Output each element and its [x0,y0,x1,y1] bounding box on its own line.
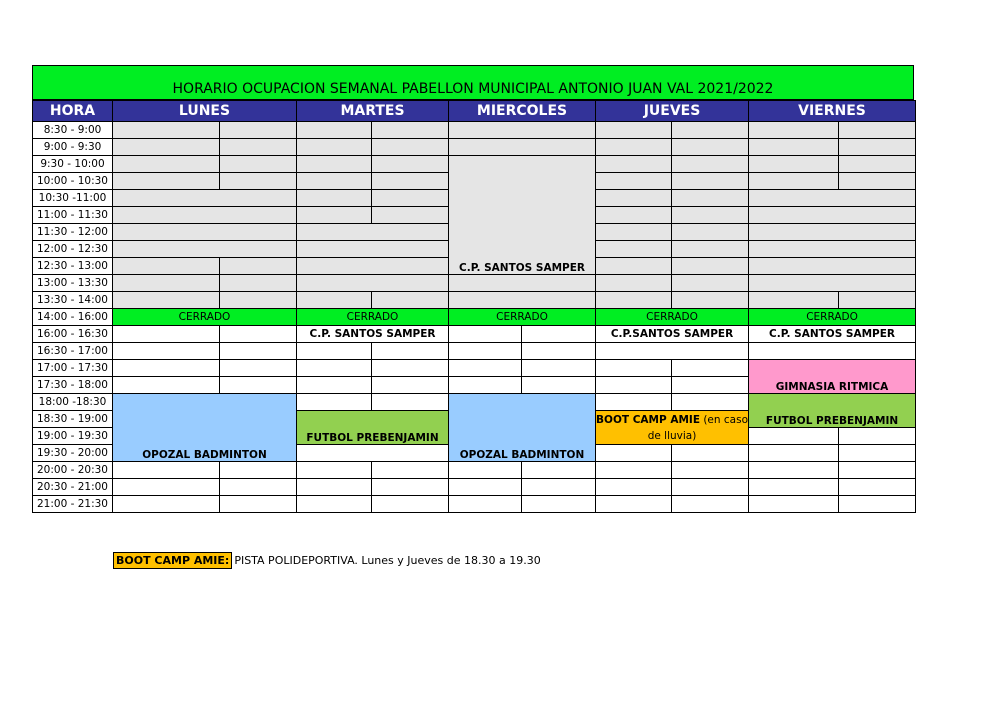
row-1300 [33,275,916,292]
block-viernes-futbol: FUTBOL PREBENJAMIN [749,394,916,428]
row-1400 [33,309,916,326]
cell [113,496,220,513]
cell [372,360,449,377]
cell [113,479,220,496]
block-viernes-gimnasia: GIMNASIA RITMICA [749,360,916,394]
cell [297,241,449,258]
cell [220,377,297,394]
row-0930 [33,156,916,173]
cell [113,173,220,190]
cell [372,122,449,139]
cell [372,496,449,513]
cell [522,479,596,496]
cell [596,173,672,190]
time-cell: 16:00 - 16:30 [33,326,113,343]
header-hora: HORA [33,101,113,122]
cell [672,224,749,241]
time-cell: 12:00 - 12:30 [33,241,113,258]
time-cell: 20:30 - 21:00 [33,479,113,496]
cell [672,241,749,258]
header-jueves: JUEVES [596,101,749,122]
cell [839,445,916,462]
cell [839,496,916,513]
cell [113,360,220,377]
cell [113,224,297,241]
cell [672,479,749,496]
time-cell: 13:00 - 13:30 [33,275,113,292]
cell [372,479,449,496]
cell [220,479,297,496]
cell [672,462,749,479]
cell [749,292,839,309]
time-cell: 18:30 - 19:00 [33,411,113,428]
cell [749,173,839,190]
legend-text: PISTA POLIDEPORTIVA. Lunes y Jueves de 18.30 a 19.30 [234,554,541,567]
cell [596,224,672,241]
cell [220,173,297,190]
cell [297,173,372,190]
cell [596,462,672,479]
cell [522,462,596,479]
cell [749,190,916,207]
cell [297,156,372,173]
closed-martes: CERRADO [297,309,449,326]
cell [297,496,372,513]
cell [297,394,372,411]
cell [297,207,372,224]
block-jueves-bootcamp [596,411,749,445]
cell [749,428,839,445]
time-cell: 13:30 - 14:00 [33,292,113,309]
cell [839,173,916,190]
cell [449,292,596,309]
time-cell: 12:30 - 13:00 [33,258,113,275]
cell [749,156,839,173]
cell [596,122,672,139]
legend-note [113,552,541,569]
cell [113,258,220,275]
cell [749,139,839,156]
cell [297,377,372,394]
row-1600 [33,326,916,343]
cell [672,496,749,513]
cell [220,496,297,513]
cell [839,428,916,445]
cell [522,377,596,394]
time-cell: 21:00 - 21:30 [33,496,113,513]
block-miercoles-santos-samper: C.P. SANTOS SAMPER [449,156,596,275]
cell [220,292,297,309]
cell [220,462,297,479]
time-cell: 11:00 - 11:30 [33,207,113,224]
time-cell: 10:00 - 10:30 [33,173,113,190]
cell [449,343,522,360]
cell [596,156,672,173]
cell [220,360,297,377]
cell [596,275,672,292]
cell [113,292,220,309]
cell [113,326,220,343]
cell [372,292,449,309]
cell [449,275,596,292]
closed-jueves: CERRADO [596,309,749,326]
cell [220,326,297,343]
row-2000 [33,462,916,479]
cell [113,343,220,360]
header-miercoles: MIERCOLES [449,101,596,122]
bootcamp-note: (en caso de lluvia) [647,413,748,442]
block-viernes-santos-samper: C.P. SANTOS SAMPER [749,326,916,343]
time-cell: 10:30 -11:00 [33,190,113,207]
row-1330 [33,292,916,309]
cell [220,139,297,156]
cell [749,241,916,258]
time-cell: 9:30 - 10:00 [33,156,113,173]
row-1630 [33,343,916,360]
row-0830 [33,122,916,139]
cell [596,207,672,224]
row-2030 [33,479,916,496]
cell [596,445,672,462]
cell [449,496,522,513]
time-cell: 19:00 - 19:30 [33,428,113,445]
block-lunes-badminton: OPOZAL BADMINTON [113,394,297,462]
cell [449,360,522,377]
time-cell: 8:30 - 9:00 [33,122,113,139]
row-1700 [33,360,916,377]
cell [749,275,916,292]
cell [749,258,916,275]
cell [372,377,449,394]
cell [672,394,749,411]
cell [672,190,749,207]
cell [297,122,372,139]
cell [297,445,449,462]
cell [596,496,672,513]
schedule-table [32,100,916,513]
cell [297,479,372,496]
cell [672,360,749,377]
cell [839,292,916,309]
cell [596,343,749,360]
cell [672,122,749,139]
cell [449,122,596,139]
block-martes-futbol: FUTBOL PREBENJAMIN [297,411,449,445]
cell [372,173,449,190]
cell [220,122,297,139]
time-cell: 9:00 - 9:30 [33,139,113,156]
cell [113,207,297,224]
cell [596,190,672,207]
cell [297,462,372,479]
cell [297,275,449,292]
cell [297,360,372,377]
cell [749,343,916,360]
cell [372,139,449,156]
cell [297,139,372,156]
legend-tag: BOOT CAMP AMIE: [113,552,232,569]
cell [522,326,596,343]
closed-lunes: CERRADO [113,309,297,326]
cell [672,207,749,224]
cell [297,258,449,275]
cell [113,377,220,394]
cell [220,343,297,360]
cell [749,224,916,241]
cell [672,139,749,156]
time-cell: 17:00 - 17:30 [33,360,113,377]
closed-viernes: CERRADO [749,309,916,326]
cell [749,462,839,479]
cell [839,462,916,479]
row-0900 [33,139,916,156]
cell [839,139,916,156]
cell [672,156,749,173]
cell [596,292,672,309]
cell [449,377,522,394]
cell [596,377,672,394]
time-cell: 18:00 -18:30 [33,394,113,411]
cell [113,190,297,207]
cell [372,343,449,360]
cell [372,462,449,479]
cell [839,479,916,496]
cell [113,122,220,139]
cell [672,292,749,309]
header-viernes: VIERNES [749,101,916,122]
time-cell: 11:30 - 12:00 [33,224,113,241]
cell [113,462,220,479]
cell [372,207,449,224]
cell [449,326,522,343]
cell [372,190,449,207]
header-lunes: LUNES [113,101,297,122]
cell [113,241,297,258]
cell [449,462,522,479]
cell [220,156,297,173]
time-cell: 20:00 - 20:30 [33,462,113,479]
cell [220,275,297,292]
time-cell: 17:30 - 18:00 [33,377,113,394]
cell [749,479,839,496]
schedule-title: HORARIO OCUPACION SEMANAL PABELLON MUNICIPAL ANTONIO JUAN VAL 2021/2022 [32,65,914,100]
cell [297,343,372,360]
cell [596,479,672,496]
header-martes: MARTES [297,101,449,122]
cell [522,343,596,360]
cell [596,241,672,258]
closed-miercoles: CERRADO [449,309,596,326]
bootcamp-name: BOOT CAMP AMIE [596,413,700,426]
cell [672,258,749,275]
cell [749,496,839,513]
block-jueves-santos-samper: C.P.SANTOS SAMPER [596,326,749,343]
cell [113,156,220,173]
block-martes-santos-samper: C.P. SANTOS SAMPER [297,326,449,343]
cell [596,360,672,377]
time-cell: 14:00 - 16:00 [33,309,113,326]
row-1800 [33,394,916,411]
block-miercoles-badminton: OPOZAL BADMINTON [449,394,596,462]
cell [297,224,449,241]
cell [749,122,839,139]
time-cell: 19:30 - 20:00 [33,445,113,462]
cell [672,173,749,190]
row-2100 [33,496,916,513]
cell [297,292,372,309]
cell [672,275,749,292]
cell [672,377,749,394]
header-row [33,101,916,122]
time-cell: 16:30 - 17:00 [33,343,113,360]
cell [749,207,916,224]
cell [596,258,672,275]
cell [372,394,449,411]
cell [113,139,220,156]
cell [522,496,596,513]
cell [596,394,672,411]
cell [220,258,297,275]
cell [297,190,372,207]
cell [672,445,749,462]
cell [839,156,916,173]
cell [749,445,839,462]
cell [596,139,672,156]
cell [839,122,916,139]
cell [372,156,449,173]
cell [449,479,522,496]
cell [522,360,596,377]
cell [449,139,596,156]
cell [113,275,220,292]
